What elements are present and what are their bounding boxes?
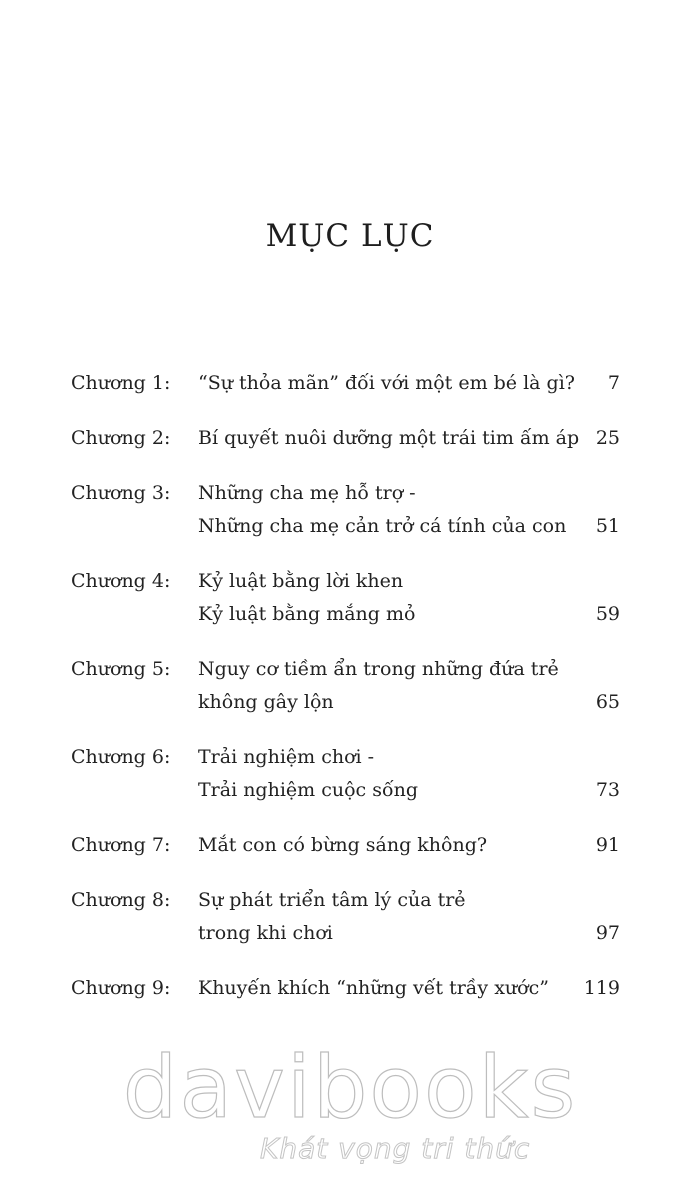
chapter-label: Chương 8: xyxy=(71,889,171,911)
chapter-page-number: 65 xyxy=(595,691,620,713)
chapter-label: Chương 1: xyxy=(71,372,171,394)
chapter-title-line: Trải nghiệm chơi - xyxy=(198,746,375,768)
brand-tagline: Khát vọng tri thức xyxy=(260,1132,531,1165)
chapter-title-line: Những cha mẹ hỗ trợ - xyxy=(198,482,416,504)
chapter-title-line: Kỷ luật bằng lời khen xyxy=(198,570,404,592)
chapter-page-number: 25 xyxy=(595,427,620,449)
chapter-title-line: Khuyến khích “những vết trầy xước” xyxy=(198,977,549,999)
chapter-title-line: Những cha mẹ cản trở cá tính của con xyxy=(198,515,567,537)
chapter-page-number: 97 xyxy=(595,922,620,944)
chapter-page-number: 73 xyxy=(595,779,620,801)
chapter-page-number: 59 xyxy=(595,603,620,625)
chapter-title-line: trong khi chơi xyxy=(198,922,333,944)
chapter-label: Chương 2: xyxy=(71,427,171,449)
chapter-title-line: không gây lộn xyxy=(198,691,334,713)
chapter-title-line: Bí quyết nuôi dưỡng một trái tim ấm áp xyxy=(198,427,580,449)
chapter-title-line: Mắt con có bừng sáng không? xyxy=(198,834,488,856)
chapter-label: Chương 5: xyxy=(71,658,171,680)
chapter-title-line: Kỷ luật bằng mắng mỏ xyxy=(198,603,416,625)
chapter-page-number: 119 xyxy=(583,977,620,999)
chapter-title-line: “Sự thỏa mãn” đối với một em bé là gì? xyxy=(198,372,575,394)
chapter-label: Chương 9: xyxy=(71,977,171,999)
chapter-title-line: Trải nghiệm cuộc sống xyxy=(198,779,418,801)
chapter-page-number: 7 xyxy=(607,372,620,394)
chapter-label: Chương 7: xyxy=(71,834,171,856)
chapter-label: Chương 4: xyxy=(71,570,171,592)
publisher-watermark xyxy=(0,1040,700,1170)
page-title: MỤC LỤC xyxy=(265,218,435,254)
brand-name: davibooks xyxy=(122,1038,578,1138)
chapter-page-number: 51 xyxy=(595,515,620,537)
chapter-title-line: Nguy cơ tiềm ẩn trong những đứa trẻ xyxy=(198,658,559,680)
chapter-title-line: Sự phát triển tâm lý của trẻ xyxy=(198,889,466,911)
chapter-page-number: 91 xyxy=(595,834,620,856)
chapter-label: Chương 6: xyxy=(71,746,171,768)
chapter-label: Chương 3: xyxy=(71,482,171,504)
